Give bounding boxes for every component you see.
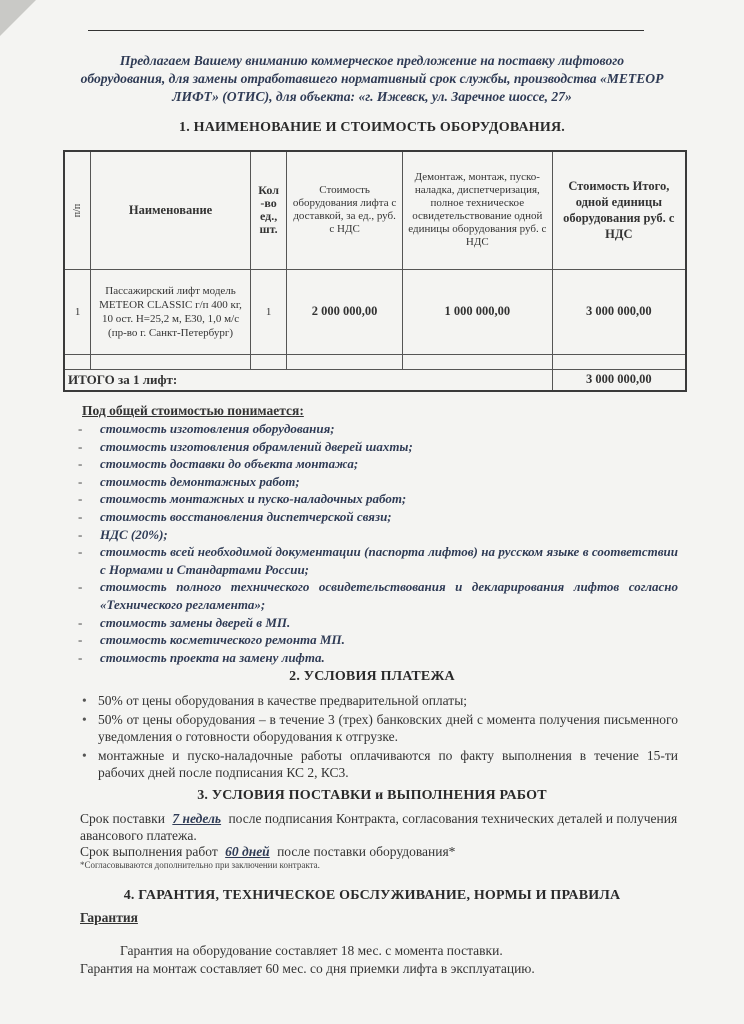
list-item: • 50% от цены оборудования в качестве предварительной оплаты;	[80, 692, 678, 710]
warranty-line-1: Гарантия на оборудование составляет 18 мес. с момента поставки.	[120, 943, 503, 958]
intro-paragraph: Предлагаем Вашему вниманию коммерческое предложение на поставку лифтового оборудования, для замены отработавшего нормативный срок службы, производства «МЕТЕОР ЛИФТ» (ОТИС), для объекта: «г. Ижевск, ул. Заречное шоссе, 27»	[80, 53, 664, 104]
delivery-value: 7 недель	[172, 811, 222, 826]
delivery-suffix: после подписания Контракта, согласования технических деталей и получения авансового платежа.	[80, 811, 678, 843]
section1-title: 1. НАИМЕНОВАНИЕ И СТОИМОСТЬ ОБОРУДОВАНИЯ.	[179, 120, 565, 135]
equipment-table	[63, 150, 687, 392]
included-list	[78, 420, 678, 666]
list-item: - стоимость доставки до объекта монтажа;	[78, 455, 678, 473]
table-row	[64, 269, 686, 354]
list-item: • монтажные и пуско-наладочные работы оплачиваются по факту выполнения в течение 15-ти рабочих дней после подписания КС 2, КС3.	[80, 747, 678, 782]
header-cost: Стоимость оборудования лифта с доставкой, за ед., руб. с НДС	[287, 151, 403, 269]
total-label: ИТОГО за 1 лифт:	[64, 369, 552, 391]
list-item: - стоимость изготовления оборудования;	[78, 420, 678, 438]
row-mount: 1 000 000,00	[402, 269, 552, 354]
works-term	[80, 843, 680, 860]
header-name: Наименование	[91, 151, 251, 269]
list-item: - стоимость демонтажных работ;	[78, 473, 678, 491]
footnote: *Согласовываются дополнительно при заключении контракта.	[80, 860, 320, 870]
total-value: 3 000 000,00	[552, 369, 686, 391]
delivery-term	[80, 810, 680, 844]
row-name: Пассажирский лифт модель METEOR CLASSIC г/п 400 кг, 10 ост. Н=25,2 м, Е30, 1,0 м/с (пр-во г. Санкт-Петербург)	[91, 269, 251, 354]
works-value: 60 дней	[225, 844, 270, 859]
row-num: 1	[64, 269, 91, 354]
list-item: - стоимость восстановления диспетчерской связи;	[78, 508, 678, 526]
section3-title: 3. УСЛОВИЯ ПОСТАВКИ и ВЫПОЛНЕНИЯ РАБОТ	[197, 788, 547, 803]
section2-title: 2. УСЛОВИЯ ПЛАТЕЖА	[289, 669, 455, 684]
row-total: 3 000 000,00	[552, 269, 686, 354]
delivery-prefix: Срок поставки	[80, 811, 165, 826]
row-qty: 1	[250, 269, 286, 354]
list-item: - стоимость всей необходимой документации (паспорта лифтов) на русском языке в соответствии с Нормами и Стандартами России;	[78, 543, 678, 578]
list-item: - стоимость полного технического освидетельствования и декларирования лифтов согласно «Технического регламента»;	[78, 578, 678, 613]
list-item: - стоимость замены дверей в МП.	[78, 614, 678, 632]
header-total: Стоимость Итого, одной единицы оборудования руб. с НДС	[552, 151, 686, 269]
list-item: - стоимость монтажных и пуско-наладочных работ;	[78, 490, 678, 508]
table-total-row	[64, 369, 686, 391]
header-qty: Кол -во ед., шт.	[250, 151, 286, 269]
row-cost: 2 000 000,00	[287, 269, 403, 354]
list-item: - стоимость косметического ремонта МП.	[78, 631, 678, 649]
list-item: • 50% от цены оборудования – в течение 3 (трех) банковских дней с момента получения письменного уведомления о готовности оборудования к отгрузке.	[80, 711, 678, 746]
works-prefix: Срок выполнения работ	[80, 844, 218, 859]
payment-terms-list	[80, 692, 678, 783]
list-item: - стоимость изготовления обрамлений дверей шахты;	[78, 438, 678, 456]
section4-title: 4. ГАРАНТИЯ, ТЕХНИЧЕСКОЕ ОБСЛУЖИВАНИЕ, НОРМЫ И ПРАВИЛА	[123, 888, 621, 903]
page-corner-fold	[0, 0, 36, 36]
list-item: - стоимость проекта на замену лифта.	[78, 649, 678, 667]
list-item: - НДС (20%);	[78, 526, 678, 544]
warranty-line-2: Гарантия на монтаж составляет 60 мес. со дня приемки лифта в эксплуатацию.	[80, 961, 535, 976]
included-title: Под общей стоимостью понимается:	[82, 403, 304, 418]
header-num: п/п	[64, 151, 91, 269]
header-mount: Демонтаж, монтаж, пуско-наладка, диспетчеризация, полное техническое освидетельствование одной единицы оборудования руб. с НДС	[402, 151, 552, 269]
works-suffix: после поставки оборудования*	[277, 844, 456, 859]
warranty-subtitle: Гарантия	[80, 910, 138, 925]
table-empty-row	[64, 354, 686, 369]
table-header-row	[64, 151, 686, 269]
header-rule	[88, 30, 644, 31]
